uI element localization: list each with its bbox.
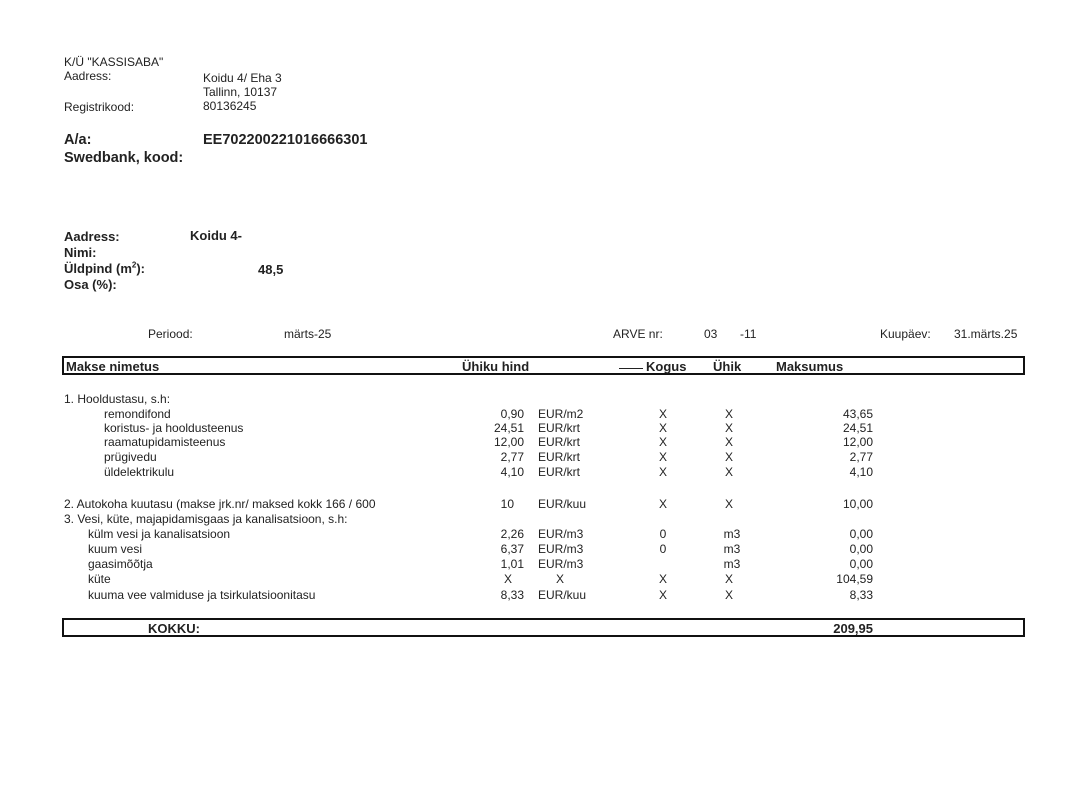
client-name-label: Nimi:: [64, 245, 97, 260]
client-area-value: 48,5: [258, 262, 284, 277]
row-price-unit: EUR/krt: [538, 465, 580, 479]
row-cost: 0,00: [849, 527, 873, 541]
section-1-title: 1. Hooldustasu, s.h:: [64, 392, 171, 406]
client-address-label: Aadress:: [64, 229, 120, 244]
row-name: kuuma vee valmiduse ja tsirkulatsioonitasu: [88, 588, 316, 602]
row-quantity: X: [658, 497, 667, 511]
row-name: raamatupidamisteenus: [104, 435, 226, 449]
row-cost: 43,65: [842, 407, 873, 421]
row-cost: 4,10: [849, 465, 873, 479]
header-underline: [619, 368, 643, 369]
date-value: 31.märts.25: [954, 327, 1018, 341]
row-cost: 104,59: [836, 572, 873, 586]
row-price-unit: EUR/krt: [538, 421, 580, 435]
row-name: küte: [88, 572, 111, 586]
row-price-unit: EUR/krt: [538, 435, 580, 449]
row-price: 10: [500, 497, 514, 511]
client-share-label: Osa (%):: [64, 277, 117, 292]
period-label: Periood:: [148, 327, 193, 341]
bank-label: Swedbank, kood:: [64, 150, 184, 166]
row-quantity: X: [658, 435, 667, 449]
row-name: prügivedu: [104, 450, 157, 464]
row-price: 4,10: [500, 465, 524, 479]
row-price: 8,33: [500, 588, 524, 602]
row-cost: 10,00: [842, 497, 873, 511]
row-cost: 0,00: [849, 557, 873, 571]
company-address-label: Aadress:: [64, 69, 112, 83]
row-price-unit: EUR/kuu: [538, 588, 587, 602]
row-unit: X: [724, 572, 733, 586]
row-name: kuum vesi: [88, 542, 143, 556]
row-unit: X: [724, 497, 733, 511]
row-unit: X: [724, 435, 733, 449]
account-number: EE702200221016666301: [203, 132, 368, 148]
row-unit: X: [724, 588, 733, 602]
row-quantity: 0: [659, 527, 667, 541]
row-price: 0,90: [500, 407, 524, 421]
header-unit-price: Ühiku hind: [462, 359, 530, 374]
row-price-unit: EUR/krt: [538, 450, 580, 464]
row-price: X: [503, 572, 512, 586]
row-unit: m3: [723, 557, 741, 571]
row-unit: X: [724, 421, 733, 435]
company-regcode: 80136245: [203, 99, 257, 113]
row-name: remondifond: [104, 407, 171, 421]
row-name: 2. Autokoha kuutasu (makse jrk.nr/ maksed kokk 166 / 600: [64, 497, 376, 511]
row-quantity: 0: [659, 542, 667, 556]
date-label: Kuupäev:: [880, 327, 931, 341]
row-cost: 2,77: [849, 450, 873, 464]
invoice-number-b: -11: [740, 327, 757, 341]
row-name: koristus- ja hooldusteenus: [104, 421, 244, 435]
row-cost: 0,00: [849, 542, 873, 556]
row-unit: m3: [723, 527, 741, 541]
client-area-label: Üldpind $(m^2)$:: [64, 260, 146, 276]
row-quantity: X: [658, 421, 667, 435]
invoice-number-label: ARVE nr:: [613, 327, 663, 341]
row-quantity: X: [658, 588, 667, 602]
row-price: 1,01: [500, 557, 524, 571]
table-header: [62, 356, 1025, 375]
row-cost: 12,00: [842, 435, 873, 449]
company-name: K/Ü "KASSISABA": [64, 55, 164, 69]
row-price-unit: EUR/m3: [538, 527, 584, 541]
row-name: üldelektrikulu: [104, 465, 175, 479]
row-price: 2,77: [500, 450, 524, 464]
row-quantity: X: [658, 450, 667, 464]
row-price-unit: EUR/kuu: [538, 497, 587, 511]
row-price-unit: X: [555, 572, 564, 586]
row-name: gaasimõõtja: [88, 557, 153, 571]
row-cost: 24,51: [842, 421, 873, 435]
row-cost: 8,33: [849, 588, 873, 602]
header-quantity: Kogus: [646, 359, 687, 374]
row-unit: X: [724, 450, 733, 464]
period-value: märts-25: [284, 327, 332, 341]
section-3-title: 3. Vesi, küte, majapidamisgaas ja kanalisatsioon, s.h:: [64, 512, 348, 526]
row-price: 6,37: [500, 542, 524, 556]
row-price: 12,00: [493, 435, 524, 449]
row-name: külm vesi ja kanalisatsioon: [88, 527, 231, 541]
row-unit: m3: [723, 542, 741, 556]
row-quantity: X: [658, 465, 667, 479]
row-price-unit: EUR/m3: [538, 557, 584, 571]
row-price-unit: EUR/m2: [538, 407, 584, 421]
company-regcode-label: Registrikood:: [64, 100, 135, 114]
row-price: 24,51: [493, 421, 524, 435]
account-label: A/a:: [64, 132, 92, 148]
row-unit: X: [724, 407, 733, 421]
total-row: [62, 618, 1025, 637]
header-name: Makse nimetus: [66, 359, 160, 374]
company-address-line2: Tallinn, 10137: [203, 85, 278, 99]
header-cost: Maksumus: [776, 359, 844, 374]
row-price: 2,26: [500, 527, 524, 541]
client-address: Koidu 4-: [190, 228, 242, 243]
row-quantity: X: [658, 407, 667, 421]
invoice-number-a: 03: [704, 327, 718, 341]
total-label: KOKKU:: [148, 621, 200, 636]
header-unit: Ühik: [713, 359, 742, 374]
row-unit: X: [724, 465, 733, 479]
company-address-line1: Koidu 4/ Eha 3: [203, 71, 282, 85]
row-quantity: X: [658, 572, 667, 586]
total-value: 209,95: [833, 621, 873, 636]
row-price-unit: EUR/m3: [538, 542, 584, 556]
